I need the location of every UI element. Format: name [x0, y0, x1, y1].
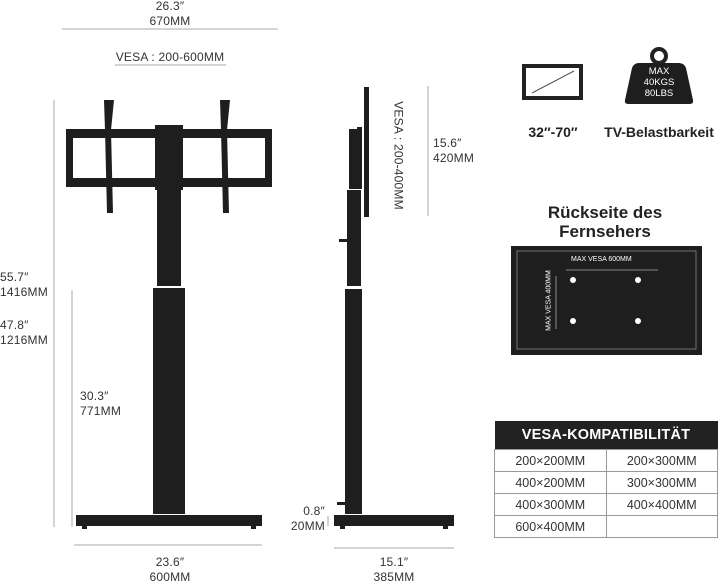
load-capacity-label: TV-Belastbarkeit: [604, 124, 714, 140]
top-width-mm-label: 670MM: [149, 14, 191, 28]
table-cell: 400×400MM: [606, 494, 718, 516]
base-height-inch-label: 0.8″: [303, 504, 325, 518]
table-row: [495, 472, 718, 494]
depth-inch-label: 15.1″: [379, 555, 409, 569]
screen-size-label: 32″-70″: [528, 124, 578, 140]
table-cell: 400×200MM: [495, 472, 607, 494]
max-vesa-horizontal-label: MAX VESA 600MM: [571, 256, 632, 263]
tv-screen-icon: [524, 66, 581, 98]
max-height-mm-label: 1416MM: [0, 285, 48, 299]
table-row: [495, 516, 718, 538]
back-panel-title: Rückseite des Fernsehers: [547, 203, 663, 241]
vesa-compatibility-table: [494, 421, 718, 538]
table-cell: 200×300MM: [606, 450, 718, 472]
table-cell: 600×400MM: [495, 516, 607, 538]
bracket-height-inch-label: 15.6″: [433, 136, 462, 150]
max-vesa-vertical-label: MAX VESA 400MM: [545, 270, 553, 331]
vesa-front-label: VESA : 200-600MM: [115, 50, 225, 64]
table-row: [495, 494, 718, 516]
weight-lbs-text: 80LBS: [644, 88, 674, 99]
table-cell: 200×200MM: [495, 450, 607, 472]
depth-mm-label: 385MM: [373, 570, 415, 584]
weight-kg-text: 40KGS: [643, 77, 675, 88]
table-header: VESA-KOMPATIBILITÄT: [495, 421, 718, 450]
top-width-inch-label: 26.3″: [155, 0, 185, 13]
front-view-stand: [66, 100, 272, 529]
weight-max-text: MAX: [648, 66, 670, 77]
base-width-mm-label: 600MM: [149, 570, 191, 584]
min-height-inch-label: 47.8″: [0, 318, 29, 332]
base-width-inch-label: 23.6″: [155, 555, 185, 569]
min-height-mm-label: 1216MM: [0, 333, 48, 347]
table-cell: 300×300MM: [606, 472, 718, 494]
bracket-height-mm-label: 420MM: [433, 151, 475, 165]
base-height-mm-label: 20MM: [290, 519, 325, 533]
pole-height-mm-label: 771MM: [80, 404, 122, 418]
max-height-inch-label: 55.7″: [0, 270, 29, 284]
vesa-side-label: VESA : 200-400MM: [391, 101, 406, 210]
table-row: [495, 450, 718, 472]
table-cell: [606, 516, 718, 538]
table-cell: 400×300MM: [495, 494, 607, 516]
pole-height-inch-label: 30.3″: [80, 389, 109, 403]
